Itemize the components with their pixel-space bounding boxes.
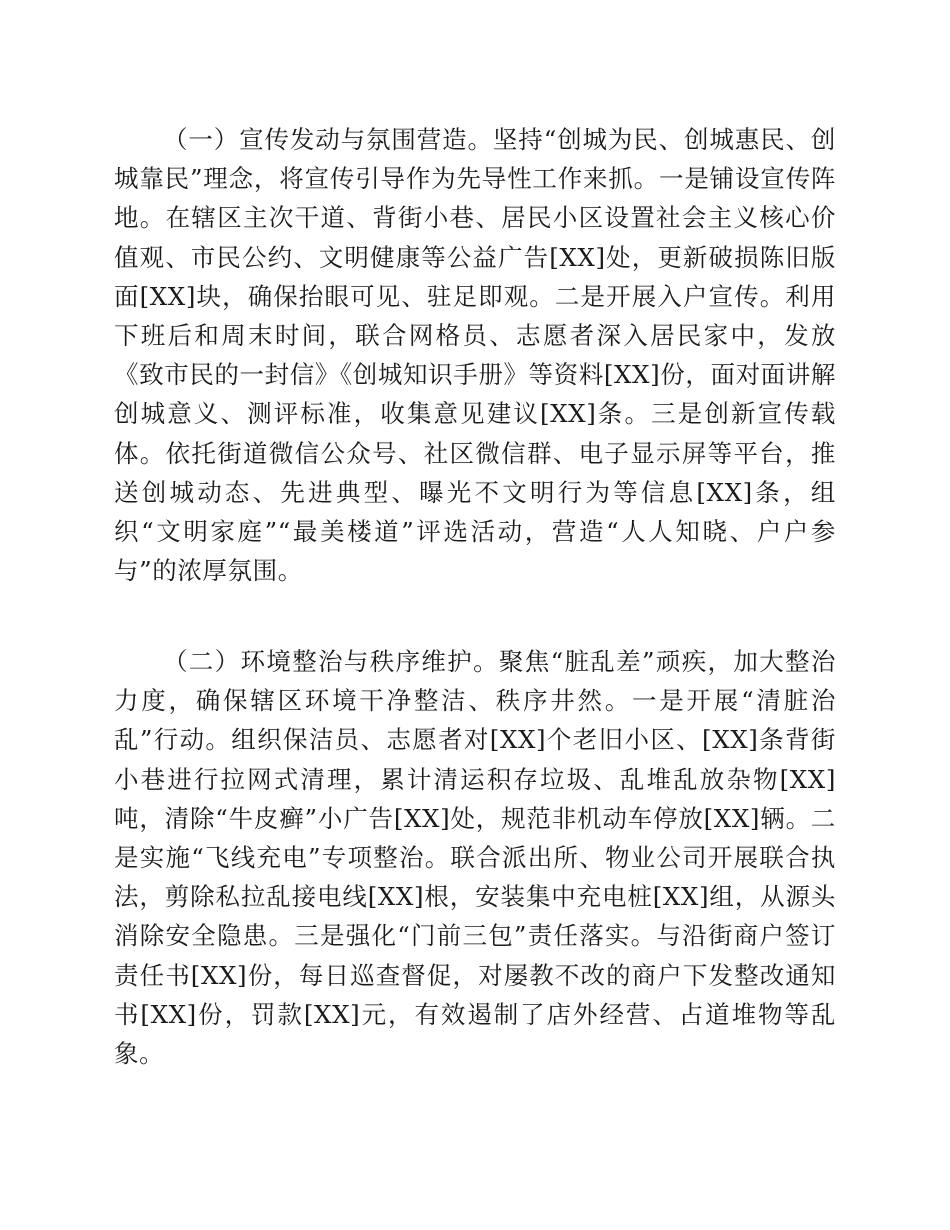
paragraph-publicity-and-atmosphere: （一）宣传发动与氛围营造。坚持“创城为民、创城惠民、创城靠民”理念，将宣传引导作为先导性工作来抓。一是铺设宣传阵地。在辖区主次干道、背街小巷、居民小区设置社会主义核心价值观、市民公约、文明健康等公益广告[XX]处，更新破损陈旧版面[XX]块，确保抬眼可见、驻足即观。二是开展入户宣传。利用下班后和周末时间，联合网格员、志愿者深入居民家中，发放《致市民的一封信》《创城知识手册》等资料[XX]份，面对面讲解创城意义、测评标准，收集意见建议[XX]条。三是创新宣传载体。依托街道微信公众号、社区微信群、电子显示屏等平台，推送创城动态、先进典型、曝光不文明行为等信息[XX]条，组织“文明家庭”“最美楼道”评选活动，营造“人人知晓、户户参与”的浓厚氛围。 [114,125,836,586]
paragraph-environment-and-order: （二）环境整治与秩序维护。聚焦“脏乱差”顽疾，加大整治力度，确保辖区环境干净整洁、秩序井然。一是开展“清脏治乱”行动。组织保洁员、志愿者对[XX]个老旧小区、[XX]条背街小巷进行拉网式清理，累计清运积存垃圾、乱堆乱放杂物[XX]吨，清除“牛皮癣”小广告[XX]处，规范非机动车停放[XX]辆。二是实施“飞线充电”专项整治。联合派出所、物业公司开展联合执法，剪除私拉乱接电线[XX]根，安装集中充电桩[XX]组，从源头消除安全隐患。三是强化“门前三包”责任落实。与沿街商户签订责任书[XX]份，每日巡查督促，对屡教不改的商户下发整改通知书[XX]份，罚款[XX]元，有效遏制了店外经营、占道堆物等乱象。 [114,647,836,1069]
